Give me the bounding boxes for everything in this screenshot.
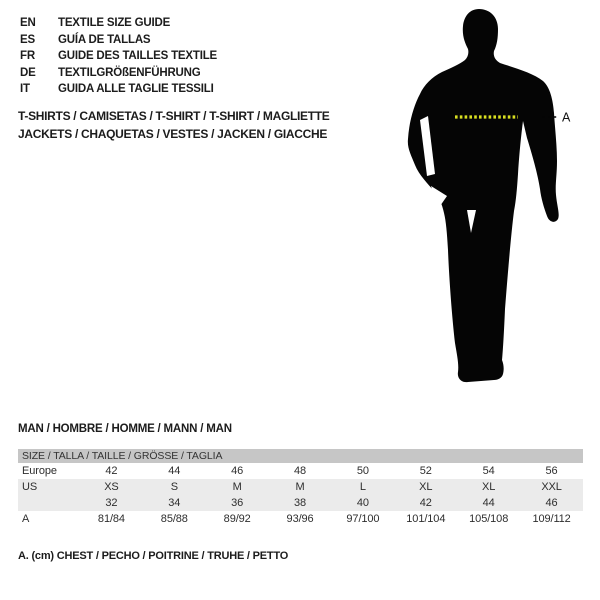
category-line-jackets: JACKETS / CHAQUETAS / VESTES / JACKEN / GIACCHE [18,126,328,141]
size-cell: XL [457,479,520,495]
size-cell: XXL [520,479,583,495]
size-table [18,449,583,527]
language-code: IT [20,83,30,96]
man-silhouette [408,9,559,382]
size-cell: XL [394,479,457,495]
size-cell: 40 [332,495,395,511]
size-cell: 93/96 [286,513,314,525]
language-row-it [20,81,217,98]
table-row-us [18,479,583,495]
size-cell: 38 [269,495,332,511]
size-cell: 52 [419,465,432,477]
size-cell: M [206,479,269,495]
size-cell: XS [80,479,143,495]
size-cell: 48 [294,465,307,477]
table-row-europe [18,463,583,479]
size-cell: L [332,479,395,495]
size-cell: 89/92 [223,513,251,525]
row-label: A [22,513,30,525]
category-line-tshirts: T-SHIRTS / CAMISETAS / T-SHIRT / T-SHIRT / MAGLIETTE [18,109,330,123]
size-cell: 50 [356,465,369,477]
language-row-fr [20,48,217,65]
size-cell: 97/100 [346,513,380,525]
table-row-chest-cm [18,511,583,527]
size-cell: 101/104 [406,513,446,525]
man-silhouette-figure [405,8,575,398]
language-code: FR [20,50,35,63]
row-label [18,495,80,511]
language-row-en [20,15,217,32]
row-label: US [18,479,80,495]
language-label: TEXTILGRÖßENFÜHRUNG [58,66,201,79]
language-label: GUÍA DE TALLAS [58,33,151,46]
size-cell: 46 [231,465,244,477]
language-code: DE [20,66,36,79]
size-cell: 42 [394,495,457,511]
size-cell: 44 [168,465,181,477]
row-label: Europe [22,465,57,477]
size-cell: 54 [482,465,495,477]
size-cell: 44 [457,495,520,511]
size-cell: 32 [80,495,143,511]
size-cell: 34 [143,495,206,511]
language-guide-list [20,15,217,98]
size-cell: S [143,479,206,495]
garment-categories [18,108,330,143]
language-row-de [20,65,217,82]
language-label: GUIDA ALLE TAGLIE TESSILI [58,83,214,96]
size-cell: 56 [545,465,558,477]
size-table-header-row [18,449,583,463]
language-code: ES [20,33,35,46]
size-table-header: SIZE / TALLA / TAILLE / GRÖSSE / TAGLIA [18,449,583,463]
size-cell: 46 [520,495,583,511]
size-cell: 42 [105,465,118,477]
language-code: EN [20,17,36,29]
size-cell: 85/88 [160,513,188,525]
language-row-es [20,32,217,49]
language-label: GUIDE DES TAILLES TEXTILE [58,50,217,63]
chest-marker-label: A [562,110,571,125]
size-cell: 109/112 [532,513,571,525]
language-label: TEXTILE SIZE GUIDE [58,17,171,29]
section-title-man: MAN / HOMBRE / HOMME / MANN / MAN [18,423,232,435]
table-row-alt-sizes [18,495,583,511]
size-cell: 36 [206,495,269,511]
size-cell: 81/84 [97,513,125,525]
measurement-footnote: A. (cm) CHEST / PECHO / POITRINE / TRUHE / PETTO [18,550,289,562]
size-cell: M [269,479,332,495]
size-cell: 105/108 [469,513,509,525]
